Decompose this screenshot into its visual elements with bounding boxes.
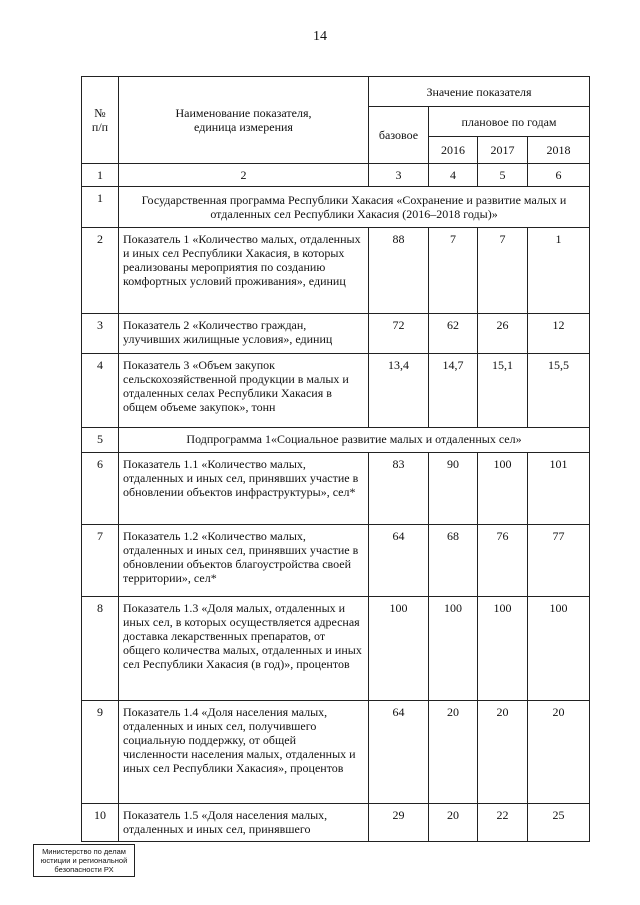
page-number: 14 (313, 29, 327, 44)
ministry-stamp (33, 844, 135, 877)
indicator-name: Показатель 1.1 «Количество малых, отдаленных и иных сел, принявших участие в обновлении объектов инфраструктуры», сел* (119, 453, 369, 525)
table-row (82, 228, 590, 314)
value-2017: 76 (478, 525, 528, 597)
value-2018: 12 (528, 314, 590, 354)
value-2016: 68 (429, 525, 478, 597)
value-2017: 15,1 (478, 354, 528, 428)
row-num: 3 (82, 314, 119, 354)
index-cell: 3 (369, 164, 429, 187)
row-num: 6 (82, 453, 119, 525)
table-row (82, 428, 590, 453)
row-num: 9 (82, 701, 119, 804)
value-2016: 14,7 (429, 354, 478, 428)
indicator-name: Показатель 1 «Количество малых, отдаленных и иных сел Республики Хакасия, в которых реализованы мероприятия по созданию комфортных условий проживания», единиц (119, 228, 369, 314)
base-value: 83 (369, 453, 429, 525)
header-name-text: Наименование показателя, единица измерения (175, 106, 312, 134)
row-num: 2 (82, 228, 119, 314)
header-base: базовое (369, 107, 429, 164)
table-row (82, 354, 590, 428)
value-2016: 90 (429, 453, 478, 525)
section-title: Государственная программа Республики Хакасия «Сохранение и развитие малых и отдаленных сел Республики Хакасия (2016–2018 годы)» (119, 187, 590, 228)
section-title: Подпрограмма 1«Социальное развитие малых и отдаленных сел» (119, 428, 590, 453)
indicator-name: Показатель 2 «Количество граждан, улучивших жилищные условия», единиц (119, 314, 369, 354)
value-2017: 100 (478, 597, 528, 701)
stamp-line: безопасности РХ (54, 865, 114, 874)
header-value-group: Значение показателя (369, 77, 590, 107)
value-2018: 25 (528, 804, 590, 842)
row-num: 1 (82, 187, 119, 228)
value-2018: 101 (528, 453, 590, 525)
value-2017: 26 (478, 314, 528, 354)
value-2018: 20 (528, 701, 590, 804)
row-num: 10 (82, 804, 119, 842)
header-year-2018: 2018 (528, 137, 590, 164)
value-2016: 7 (429, 228, 478, 314)
indicator-name: Показатель 1.3 «Доля малых, отдаленных и иных сел, в которых осуществляется адресная доставка лекарственных препаратов, от общего количества малых, отдаленных и иных сел Республики Хакасия (в год)», процентов (119, 597, 369, 701)
base-value: 100 (369, 597, 429, 701)
value-2018: 100 (528, 597, 590, 701)
header-num-text: № п/п (91, 106, 109, 134)
stamp-line: юстиции и региональной (40, 856, 128, 865)
table-row (82, 314, 590, 354)
value-2018: 15,5 (528, 354, 590, 428)
index-cell: 4 (429, 164, 478, 187)
index-cell: 1 (82, 164, 119, 187)
indicator-name: Показатель 3 «Объем закупок сельскохозяйственной продукции в малых и отдаленных селах Республики Хакасия в общем объеме закупок», тонн (119, 354, 369, 428)
stamp-line: Министерство по делам (42, 847, 126, 856)
header-name (119, 77, 369, 164)
header-num (82, 77, 119, 164)
indicator-name: Показатель 1.2 «Количество малых, отдаленных и иных сел, принявших участие в обновлении объектов благоустройства своей территории», сел* (119, 525, 369, 597)
base-value: 88 (369, 228, 429, 314)
indicator-name: Показатель 1.4 «Доля населения малых, отдаленных и иных сел, получившего социальную поддержку, от общей численности населения малых, отдаленных и иных сел Республики Хакасия», процентов (119, 701, 369, 804)
table-row (82, 525, 590, 597)
indicators-table (81, 76, 590, 842)
base-value: 64 (369, 525, 429, 597)
index-cell: 5 (478, 164, 528, 187)
value-2017: 22 (478, 804, 528, 842)
base-value: 29 (369, 804, 429, 842)
value-2017: 20 (478, 701, 528, 804)
header-planned: плановое по годам (429, 107, 590, 137)
value-2018: 1 (528, 228, 590, 314)
table-row (82, 187, 590, 228)
indicator-name: Показатель 1.5 «Доля населения малых, отдаленных и иных сел, принявшего (119, 804, 369, 842)
index-cell: 6 (528, 164, 590, 187)
value-2017: 7 (478, 228, 528, 314)
header-year-2017: 2017 (478, 137, 528, 164)
row-num: 7 (82, 525, 119, 597)
value-2016: 20 (429, 701, 478, 804)
base-value: 13,4 (369, 354, 429, 428)
base-value: 72 (369, 314, 429, 354)
header-year-2016: 2016 (429, 137, 478, 164)
value-2016: 100 (429, 597, 478, 701)
table-row (82, 597, 590, 701)
row-num: 5 (82, 428, 119, 453)
index-cell: 2 (119, 164, 369, 187)
value-2017: 100 (478, 453, 528, 525)
table-row (82, 804, 590, 842)
value-2016: 20 (429, 804, 478, 842)
base-value: 64 (369, 701, 429, 804)
row-num: 8 (82, 597, 119, 701)
table-row (82, 701, 590, 804)
row-num: 4 (82, 354, 119, 428)
value-2018: 77 (528, 525, 590, 597)
index-row (82, 164, 590, 187)
table-row (82, 453, 590, 525)
value-2016: 62 (429, 314, 478, 354)
